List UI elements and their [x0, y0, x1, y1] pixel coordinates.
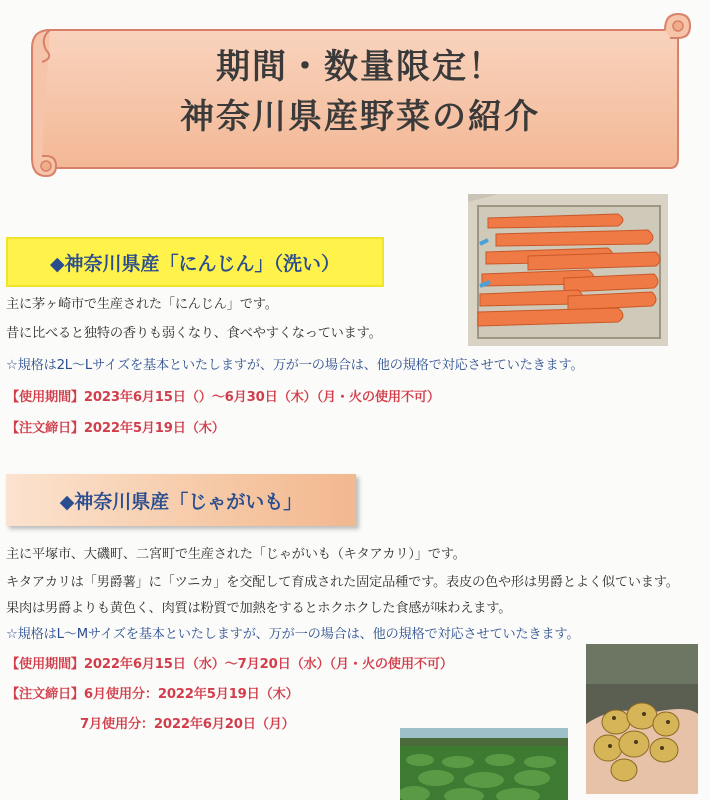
- potato-desc-1: 主に平塚市、大磯町、二宮町で生産された「じゃがいも（キタアカリ）」です。: [6, 547, 466, 562]
- banner-title: [50, 42, 670, 142]
- potato-desc-3: 果肉は男爵よりも黄色く、肉質は粉質で加熱をするとホクホクした食感が味わえます。: [6, 601, 512, 616]
- carrot-heading: [6, 237, 384, 287]
- title-banner: [10, 8, 702, 180]
- potato-deadline-july: 7月使用分：2022年6月20日（月）: [80, 717, 295, 732]
- carrot-heading-text: ◆神奈川県産「にんじん」（洗い）: [49, 252, 341, 275]
- carrot-box-photo: [468, 194, 668, 346]
- potatoes-in-hand-photo: [586, 644, 698, 794]
- banner-title-line1: 期間・数量限定！: [216, 47, 504, 87]
- potato-heading: [6, 474, 356, 526]
- potato-desc-2: キタアカリは「男爵薯」に「ツニカ」を交配して育成された固定品種です。表皮の色や形は男爵とよく似ています。: [6, 575, 679, 590]
- carrot-spec: ☆規格は2L～Lサイズを基本といたしますが、万が一の場合は、他の規格で対応させていたきます。: [6, 358, 584, 373]
- potato-spec: ☆規格はL～Mサイズを基本といたしますが、万が一の場合は、他の規格で対応させていたきます。: [6, 627, 580, 642]
- carrot-period: 【使用期間】2023年6月15日（）～6月30日（木）（月・火の使用不可）: [6, 390, 440, 405]
- potato-deadline-june: 【注文締日】6月使用分：2022年5月19日（木）: [6, 687, 299, 702]
- carrot-deadline: 【注文締日】2022年5月19日（木）: [6, 421, 225, 436]
- potato-field-photo: [400, 728, 568, 800]
- potato-heading-text: ◆神奈川県産「じゃがいも」: [59, 490, 303, 513]
- banner-title-line2: 神奈川県産野菜の紹介: [180, 97, 540, 137]
- carrot-desc-2: 昔に比べると独特の香りも弱くなり、食べやすくなっています。: [6, 326, 382, 341]
- carrot-desc-1: 主に茅ヶ崎市で生産された「にんじん」です。: [6, 297, 278, 312]
- potato-period: 【使用期間】2022年6月15日（水）～7月20日（水）（月・火の使用不可）: [6, 657, 453, 672]
